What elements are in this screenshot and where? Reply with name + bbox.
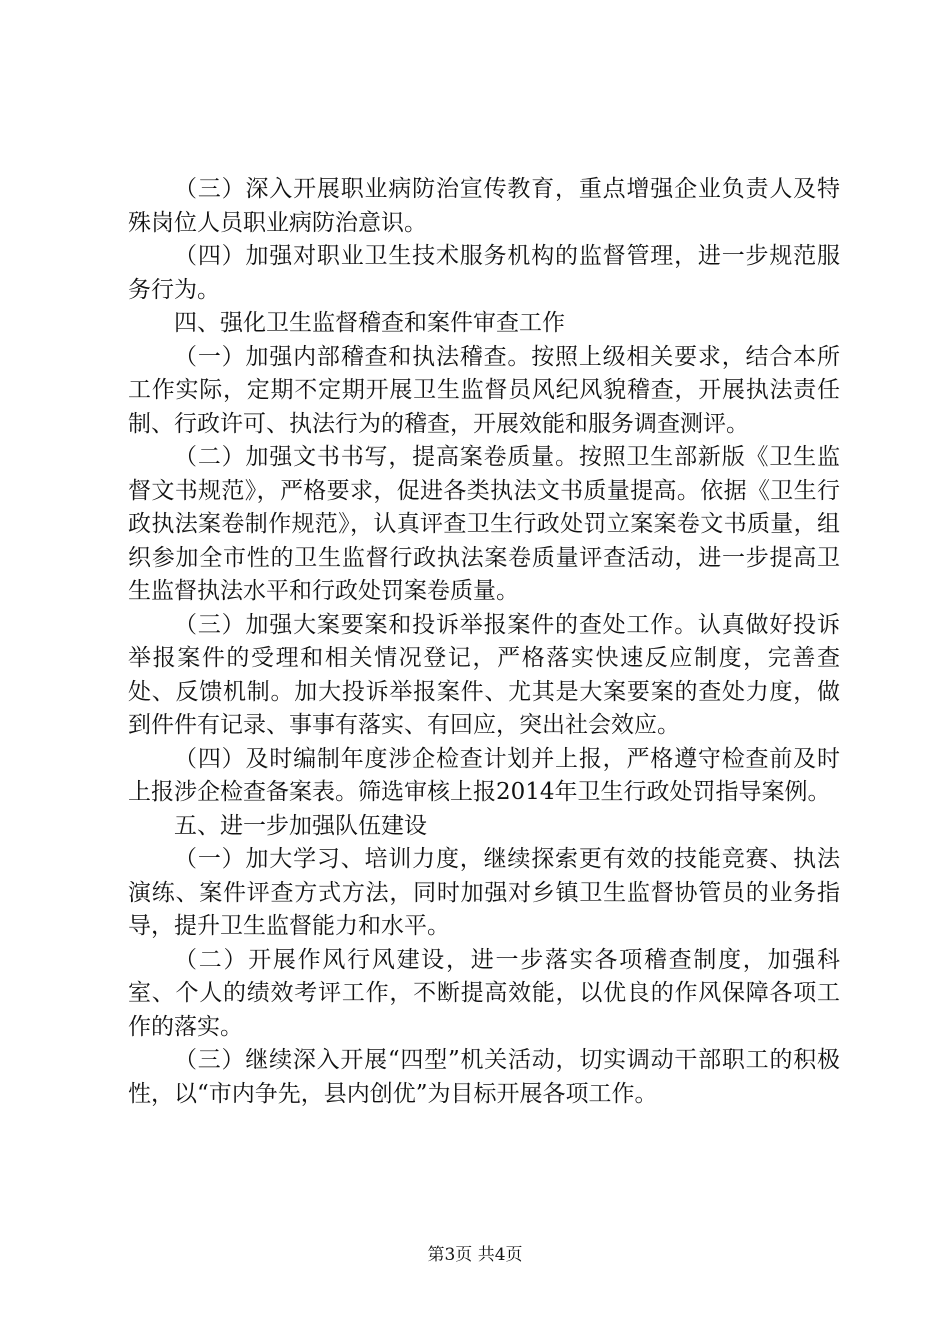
- page-number-footer: 第3页 共4页: [427, 1245, 523, 1265]
- section-heading-audit: 四、强化卫生监督稽查和案件审查工作: [174, 310, 565, 336]
- section-heading-team: 五、进一步加强队伍建设: [174, 812, 427, 839]
- paragraph-major-cases: （三）加强大案要案和投诉举报案件的查处工作。认真做好投诉举报案件的受理和相关情况登记，严格落实快速反应制度，完善查处、反馈机制。加大投诉举报案件、尤其是大案要案的查处力度，做到件件有记录、事事有落实、有回应，突出社会效应。: [128, 611, 840, 738]
- paragraph-technical-service-supervision: （四）加强对职业卫生技术服务机构的监督管理，进一步规范服务行为。: [128, 243, 840, 303]
- paragraph-work-style: （二）开展作风行风建设，进一步落实各项稽查制度，加强科室、个人的绩效考评工作，不断提高效能，以优良的作风保障各项工作的落实。: [128, 946, 840, 1040]
- paragraph-training: （一）加大学习、培训力度，继续探索更有效的技能竞赛、执法演练、案件评查方式方法，同时加强对乡镇卫生监督协管员的业务指导，提升卫生监督能力和水平。: [128, 846, 840, 939]
- paragraph-document-quality: （二）加强文书书写，提高案卷质量。按照卫生部新版《卫生监督文书规范》，严格要求，促进各类执法文书质量提高。依据《卫生行政执法案卷制作规范》，认真评查卫生行政处罚立案案卷文书质量，组织参加全市性的卫生监督行政执法案卷质量评查活动，进一步提高卫生监督执法水平和行政处罚案卷质量。: [128, 444, 840, 604]
- paragraph-four-type-activity: （三）继续深入开展“四型”机关活动，切实调动干部职工的积极性，以“市内争先，县内创优”为目标开展各项工作。: [128, 1047, 840, 1107]
- paragraph-inspection-plan: （四）及时编制年度涉企检查计划并上报，严格遵守检查前及时上报涉企检查备案表。筛选审核上报2014年卫生行政处罚指导案例。: [128, 745, 840, 805]
- paragraph-occupational-publicity: （三）深入开展职业病防治宣传教育，重点增强企业负责人及特殊岗位人员职业病防治意识。: [128, 176, 840, 236]
- paragraph-internal-audit: （一）加强内部稽查和执法稽查。按照上级相关要求，结合本所工作实际，定期不定期开展卫生监督员风纪风貌稽查，开展执法责任制、行政许可、执法行为的稽查，开展效能和服务调查测评。: [128, 343, 840, 437]
- document-body: [128, 173, 840, 1111]
